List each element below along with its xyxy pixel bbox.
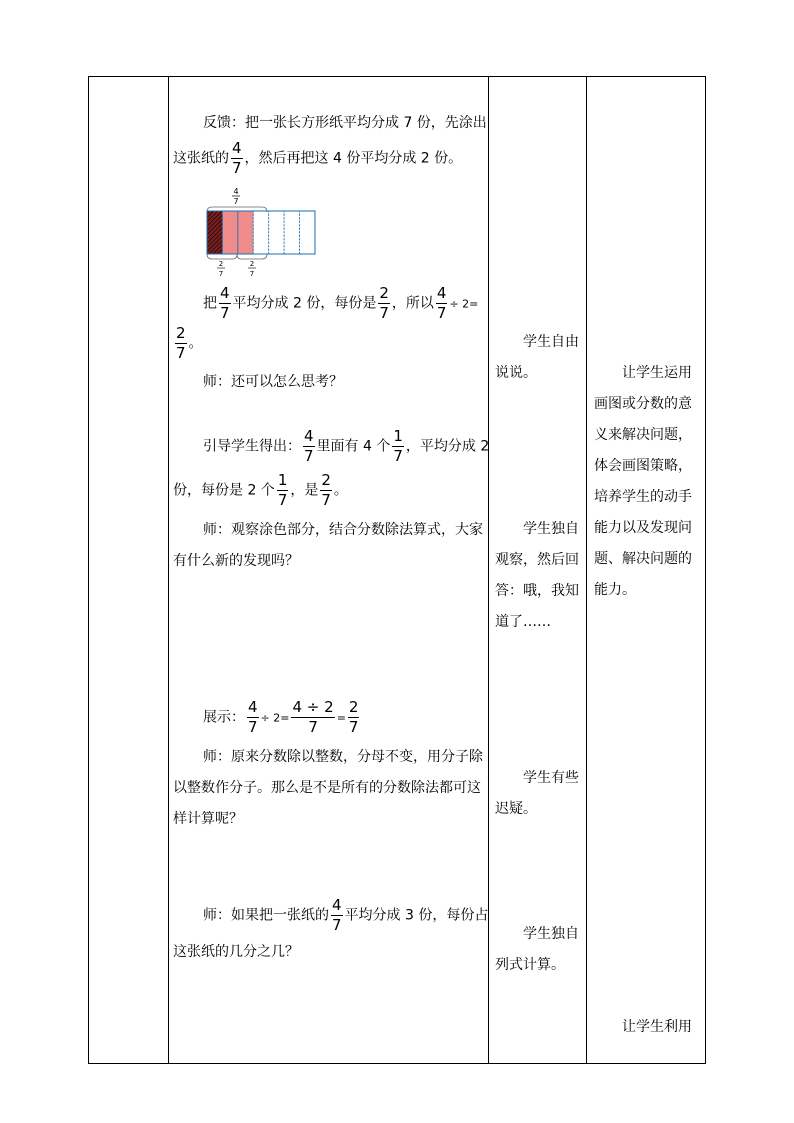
divide-result: $\frac{2}{7}$ 。 <box>176 324 203 362</box>
fraction: $\frac{2}{7}$ <box>348 698 359 736</box>
strip-part <box>222 211 237 254</box>
guide-line1: 引导学生得出： $\frac{4}{7}$ 里面有 4 个 $\frac{1}{7}$ ，平均分成 2 <box>203 427 490 465</box>
guide-line2: 份，每份是 2 个 $\frac{1}{7}$ ，是 $\frac{2}{7}$ 。 <box>173 471 348 509</box>
fraction: $\frac{2}{7}$ <box>176 324 186 362</box>
fraction: $\frac{4}{7}$ <box>248 698 258 736</box>
fraction-strip-svg <box>200 186 330 278</box>
bottom-label-den-1: 7 <box>218 270 224 278</box>
strip-part <box>207 211 222 254</box>
teacher-question-3-line1: 师：原来分数除以整数，分母不变，用分子除 <box>203 749 483 765</box>
strip-part <box>300 211 315 254</box>
bottom-label-den-2: 7 <box>249 270 255 278</box>
strip-part <box>269 211 284 254</box>
feedback-line2: 这张纸的 $\frac{4}{7}$ ，然后再把这 4 份平均分成 2 份。 <box>173 139 463 177</box>
fraction: $\frac{4}{7}$ <box>220 284 230 322</box>
design-intent: 让学生运用 画图或分数的意 义来解决问题， 体会画图策略， 培养学生的动手 能力以及发现问 题、解决问题的 能力。 <box>594 365 692 598</box>
strip-part <box>253 211 268 254</box>
teacher-question-1: 师：还可以怎么思考？ <box>203 374 343 390</box>
show-equation: 展示： $\frac{4}{7}$ ÷ 2= $\frac{4 \div 2}{7}$ = $\frac{2}{7}$ <box>203 698 359 736</box>
teacher-question-2-line1: 师：观察涂色部分，结合分数除法算式，大家 <box>203 522 483 538</box>
fraction: $\frac{4}{7}$ <box>436 284 447 322</box>
fraction: $\frac{4}{7}$ <box>304 427 314 465</box>
design-intent-bottom: 让学生利用 <box>622 1019 692 1035</box>
teacher-question-2-line2: 有什么新的发现吗？ <box>173 553 299 569</box>
student-activity-1: 学生自由 说说。 <box>495 334 579 381</box>
bottom-label-num-2: 2 <box>249 260 255 268</box>
teacher-question-3-line2: 以整数作分子。那么是不是所有的分数除法都可这 <box>173 780 481 796</box>
fraction: $\frac{1}{7}$ <box>277 471 288 509</box>
student-activity-4: 学生独自 列式计算。 <box>495 926 579 973</box>
top-label-num: 4 <box>233 187 239 196</box>
strip-part <box>284 211 299 254</box>
fraction-strip-diagram <box>200 186 330 281</box>
student-activity-3: 学生有些 迟疑。 <box>495 770 579 817</box>
fraction: $\frac{2}{7}$ <box>379 284 389 322</box>
strip-part <box>238 211 253 254</box>
student-activity-2: 学生独自 观察，然后回 答：哦，我知 道了…… <box>495 521 579 630</box>
fraction: $\frac{4}{7}$ <box>332 896 342 934</box>
feedback-line1: 反馈：把一张长方形纸平均分成 7 份，先涂出 <box>203 115 487 131</box>
teacher-question-4: 师：如果把一张纸的 $\frac{4}{7}$ 平均分成 3 份，每份占 <box>203 896 489 934</box>
fraction: $\frac{4}{7}$ <box>232 139 242 177</box>
teacher-question-4-line2: 这张纸的几分之几？ <box>173 944 299 960</box>
column-divider <box>168 77 169 1063</box>
fraction: $\frac{2}{7}$ <box>321 471 331 509</box>
bottom-label-num-1: 2 <box>218 260 224 268</box>
fraction: $\frac{4 \div 2}{7}$ <box>292 698 334 736</box>
top-label-den: 7 <box>233 197 239 206</box>
divide-line: 把 $\frac{4}{7}$ 平均分成 2 份，每份是 $\frac{2}{7}$ ，所以 $\frac{4}{7}$ ÷ 2= <box>203 284 479 322</box>
teacher-question-3-line3: 样计算呢？ <box>173 811 243 827</box>
fraction: $\frac{1}{7}$ <box>393 427 403 465</box>
